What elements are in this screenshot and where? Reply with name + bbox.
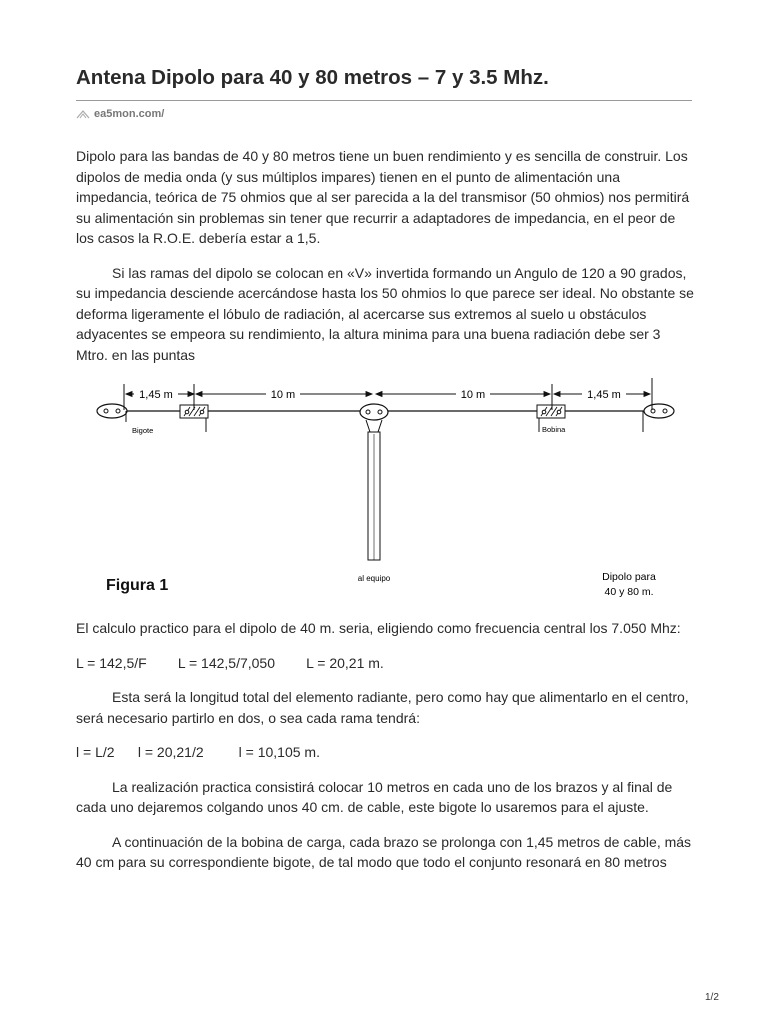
paragraph-calc-intro: El calculo practico para el dipolo de 40 m. seria, eligiendo como frecuencia central los 7.050 Mhz: (76, 620, 681, 636)
source-line (76, 108, 164, 120)
center-insulator-icon (360, 404, 388, 420)
dipole-figure (76, 370, 696, 610)
paragraph-intro: Dipolo para las bandas de 40 y 80 metros tiene un buen rendimiento y es sencilla de construir. Los dipolos de media onda (y sus múltiplos impares) tienen en el punto de alimentación una impedancia, teórica de 75 ohmios que al ser parecida a la del transmisor (50 ohmios) nos permitirá su alimentación sin problemas sin tener que recurrir a adaptadores de impedancia, en el peor de los casos la R.O.E. debería estar a 1,5. (76, 148, 690, 246)
paragraph-coil: A continuación de la bobina de carga, cada brazo se prolonga con 1,45 metros de cable, más 40 cm para su correspondiente bigote, de tal modo que todo el conjunto resonará en 80 metros (76, 833, 692, 870)
dipole-diagram (76, 370, 696, 610)
formula-branch-length: l = L/2 l = 20,21/2 l = 10,105 m. (76, 744, 320, 760)
page-number: 1/2 (705, 992, 719, 1003)
dimension-lines (126, 392, 650, 397)
dim-label-right-inner: 10 m (460, 389, 486, 401)
label-bobina: Bobina (542, 425, 566, 434)
formula-total-length: L = 142,5/F L = 142,5/7,050 L = 20,21 m. (76, 654, 384, 671)
label-bigote: Bigote (132, 426, 154, 435)
page-title: Antena Dipolo para 40 y 80 metros – 7 y 3.5 Mhz. (76, 66, 549, 89)
calculation-text (76, 618, 696, 887)
dim-label-left-inner: 10 m (270, 389, 296, 401)
site-logo-icon (76, 109, 90, 119)
coil-right-icon (537, 405, 565, 418)
label-feed: al equipo (357, 574, 391, 583)
paragraph-length-note: Esta será la longitud total del elemento radiante, pero como hay que alimentarlo en el centro, será necesario partirlo en dos, o sea cada rama tendrá: (76, 689, 689, 726)
intro-text (76, 146, 696, 365)
paragraph-practical: La realización practica consistirá colocar 10 metros en cada uno de los brazos y al final de cada uno dejaremos colgando unos 40 cm. de cable, este bigote lo usaremos para el ajuste. (76, 778, 673, 815)
dim-label-left-outer: 1,45 m (139, 389, 173, 401)
source-link[interactable]: ea5mon.com/ (94, 108, 165, 120)
figure-caption: Figura 1 (106, 577, 169, 594)
insulator-right-icon (644, 404, 674, 418)
dim-label-right-outer: 1,45 m (587, 389, 621, 401)
figure-desc-line2: 40 y 80 m. (604, 586, 654, 598)
title-divider (76, 100, 692, 101)
paragraph-inverted-v: Si las ramas del dipolo se colocan en «V» invertida formando un Angulo de 120 a 90 grados, su impedancia desciende acercándose hasta los 50 ohmios lo que parece ser ideal. No obstante se deforma ligeramente el lóbulo de radiación, al acercarse sus extremos al suelo u obstáculos adyacentes se empeora su rendimiento, la altura minima para una buena radiación debe ser 3 Mtro. en las puntas (76, 264, 694, 363)
insulator-left-icon (97, 404, 127, 418)
figure-desc-line1: Dipolo para (602, 571, 656, 583)
